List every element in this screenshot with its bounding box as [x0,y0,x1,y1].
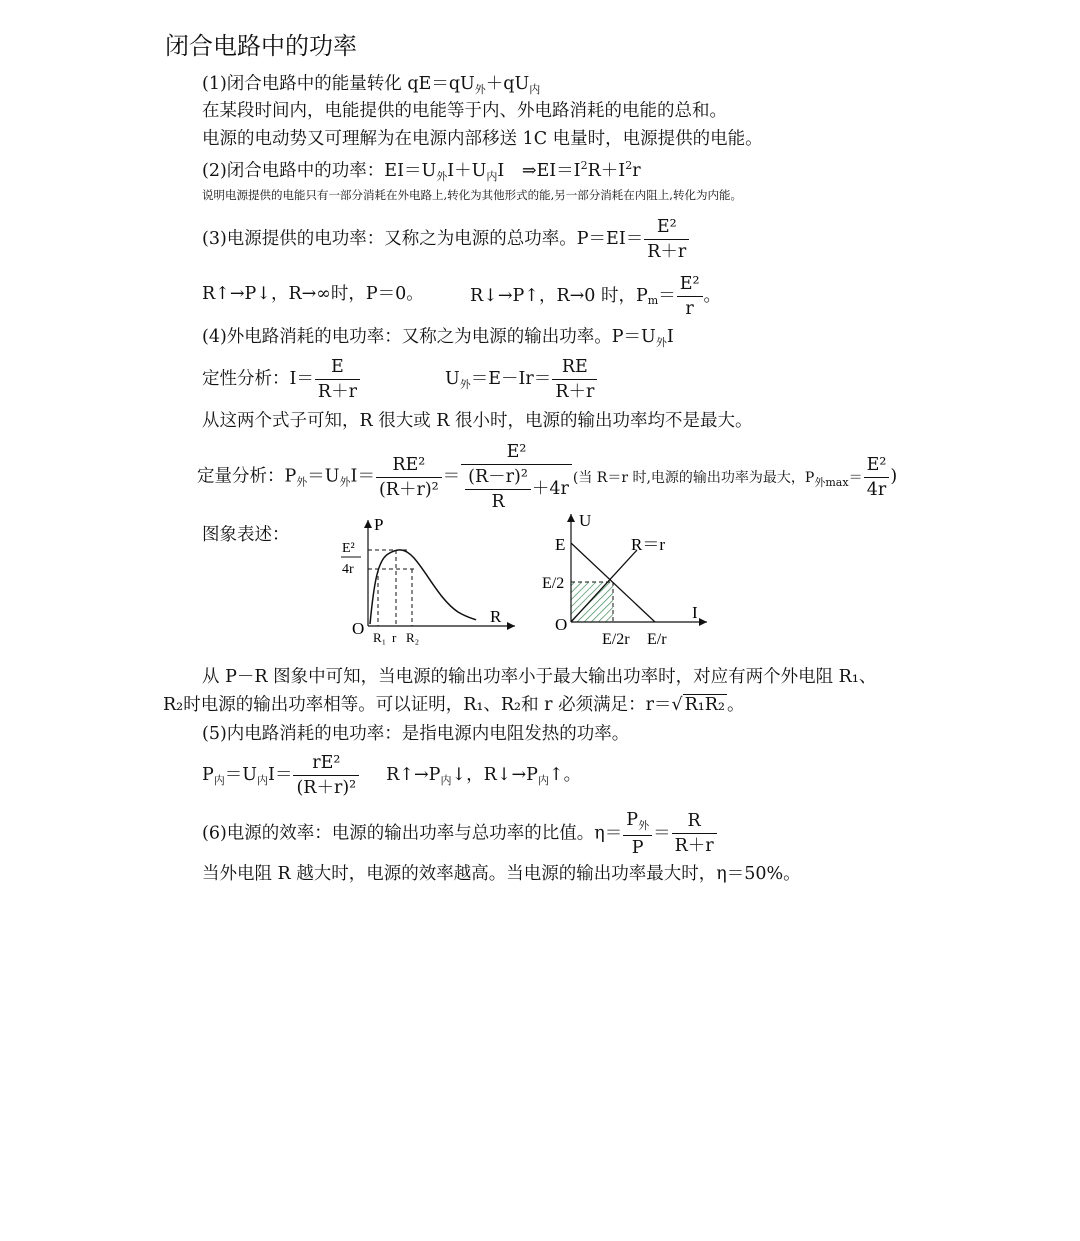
s3-limit-left: R↑→P↓，R→∞时，P＝0。 [202,284,424,304]
s4-qualitative-voltage: $U_外=E-Ir=$ $\frac{RE}{R+r}$ [445,357,598,402]
page-title: 闭合电路中的功率 [165,32,357,60]
s1-line-2: 在某段时间内，电能提供的电能等于内、外电路消耗的电能的总和。 [202,101,727,121]
s6-conclusion: 当外电阻 R 越大时，电源的效率越高。当电源的输出功率最大时，η＝50%。 [202,864,801,884]
ui-e-half-label: E/2 [542,575,565,592]
s5-heading: (5)内电路消耗的电功率：是指电源内电阻发热的功率。 [202,724,630,744]
s4-quantitative-analysis: 定量分析：$P_外=U_外I=$ $\frac{\text{RE²}}{\text{(R＋r)²}}$ ＝ E² $\frac{\text{(R－r)²}}{R}$ ＋4r (当 R＝r 时,电源的输出功率为最大，$P_{外max}=$ $\frac{\text{E²}}{4r}$ ) [197,442,898,513]
ui-line-label: R＝r [631,535,665,554]
s2-power-equation: (2)闭合电路中的功率：$EI=U_外I+U_内I$ $\Rightarrow EI=I^2R+I^2r$ [202,159,641,183]
s4-conclusion: 从这两个式子可知，R 很大或 R 很小时，电源的输出功率均不是最大。 [202,411,753,431]
ui-tick-er: E/r [647,631,667,648]
pr-graph [330,512,520,652]
s5-equation: $P_内=U_内I=$ $\frac{\text{rE²}}{\text{(R＋r)²}}$ $R↑\to P_内↓$，$R↓\to P_内↑$。 [202,753,582,799]
s3-total-power: (3)电源提供的电功率：又称之为电源的总功率。P＝EI＝ $\frac{\text{E²}}{R+r}$ [202,217,690,262]
pr-curve [370,550,476,624]
graph-label: 图象表述： [202,525,290,545]
pr-y-arrow [364,520,372,528]
pr-y-label: P [374,515,384,534]
ui-x-arrow [699,618,707,626]
s4-output-power: (4)外电路消耗的电功率：又称之为电源的输出功率。$P=U_外I$ [202,327,674,349]
s6-efficiency: (6)电源的效率：电源的输出功率与总功率的比值。η＝ $\frac{P_外}{P}$ ＝ $\frac{R}{R+r}$ [202,810,718,858]
after-graph-line-2: R₂时电源的输出功率相等。可以证明，R₁、R₂和 r 必须满足：r＝√ R₁R₂ 。 [163,695,745,715]
s1-line-3: 电源的电动势又可理解为在电源内部移送 1C 电量时，电源提供的电能。 [202,129,763,149]
s4-qualitative-current: 定性分析：I＝ $\frac{E}{R+r}$ [202,357,361,402]
pr-x-arrow [507,622,515,630]
pr-peak-den: 4r [342,562,354,577]
pr-origin: O [352,619,365,638]
pr-peak-num: E² [342,541,355,556]
pr-tick-r1: R₁ [373,630,387,645]
ui-origin: O [555,615,568,634]
ui-tick-e2r: E/2r [602,631,630,648]
pr-tick-r2: R₂ [406,630,420,645]
s3-limit-right: R↓→P↑，R→0 时，$P_m=$ $\frac{\text{E²}}{r}$ 。 [470,274,721,320]
ui-x-label: I [692,603,698,622]
pr-tick-r: r [392,630,397,645]
ui-graph [535,508,720,653]
ui-y-arrow [567,514,575,522]
pr-x-label: R [490,607,502,626]
s2-note: 说明电源提供的电能只有一部分消耗在外电路上,转化为其他形式的能,另一部分消耗在内阻上,转化为内能。 [202,188,742,202]
after-graph-line-1: 从 P－R 图象中可知，当电源的输出功率小于最大输出功率时，对应有两个外电阻 R₁、 [202,667,877,687]
ui-y-label: U [579,511,592,530]
s1-heading: (1)闭合电路中的能量转化 $qE=qU_外+qU_内$ [202,74,541,96]
ui-e-label: E [555,535,566,554]
